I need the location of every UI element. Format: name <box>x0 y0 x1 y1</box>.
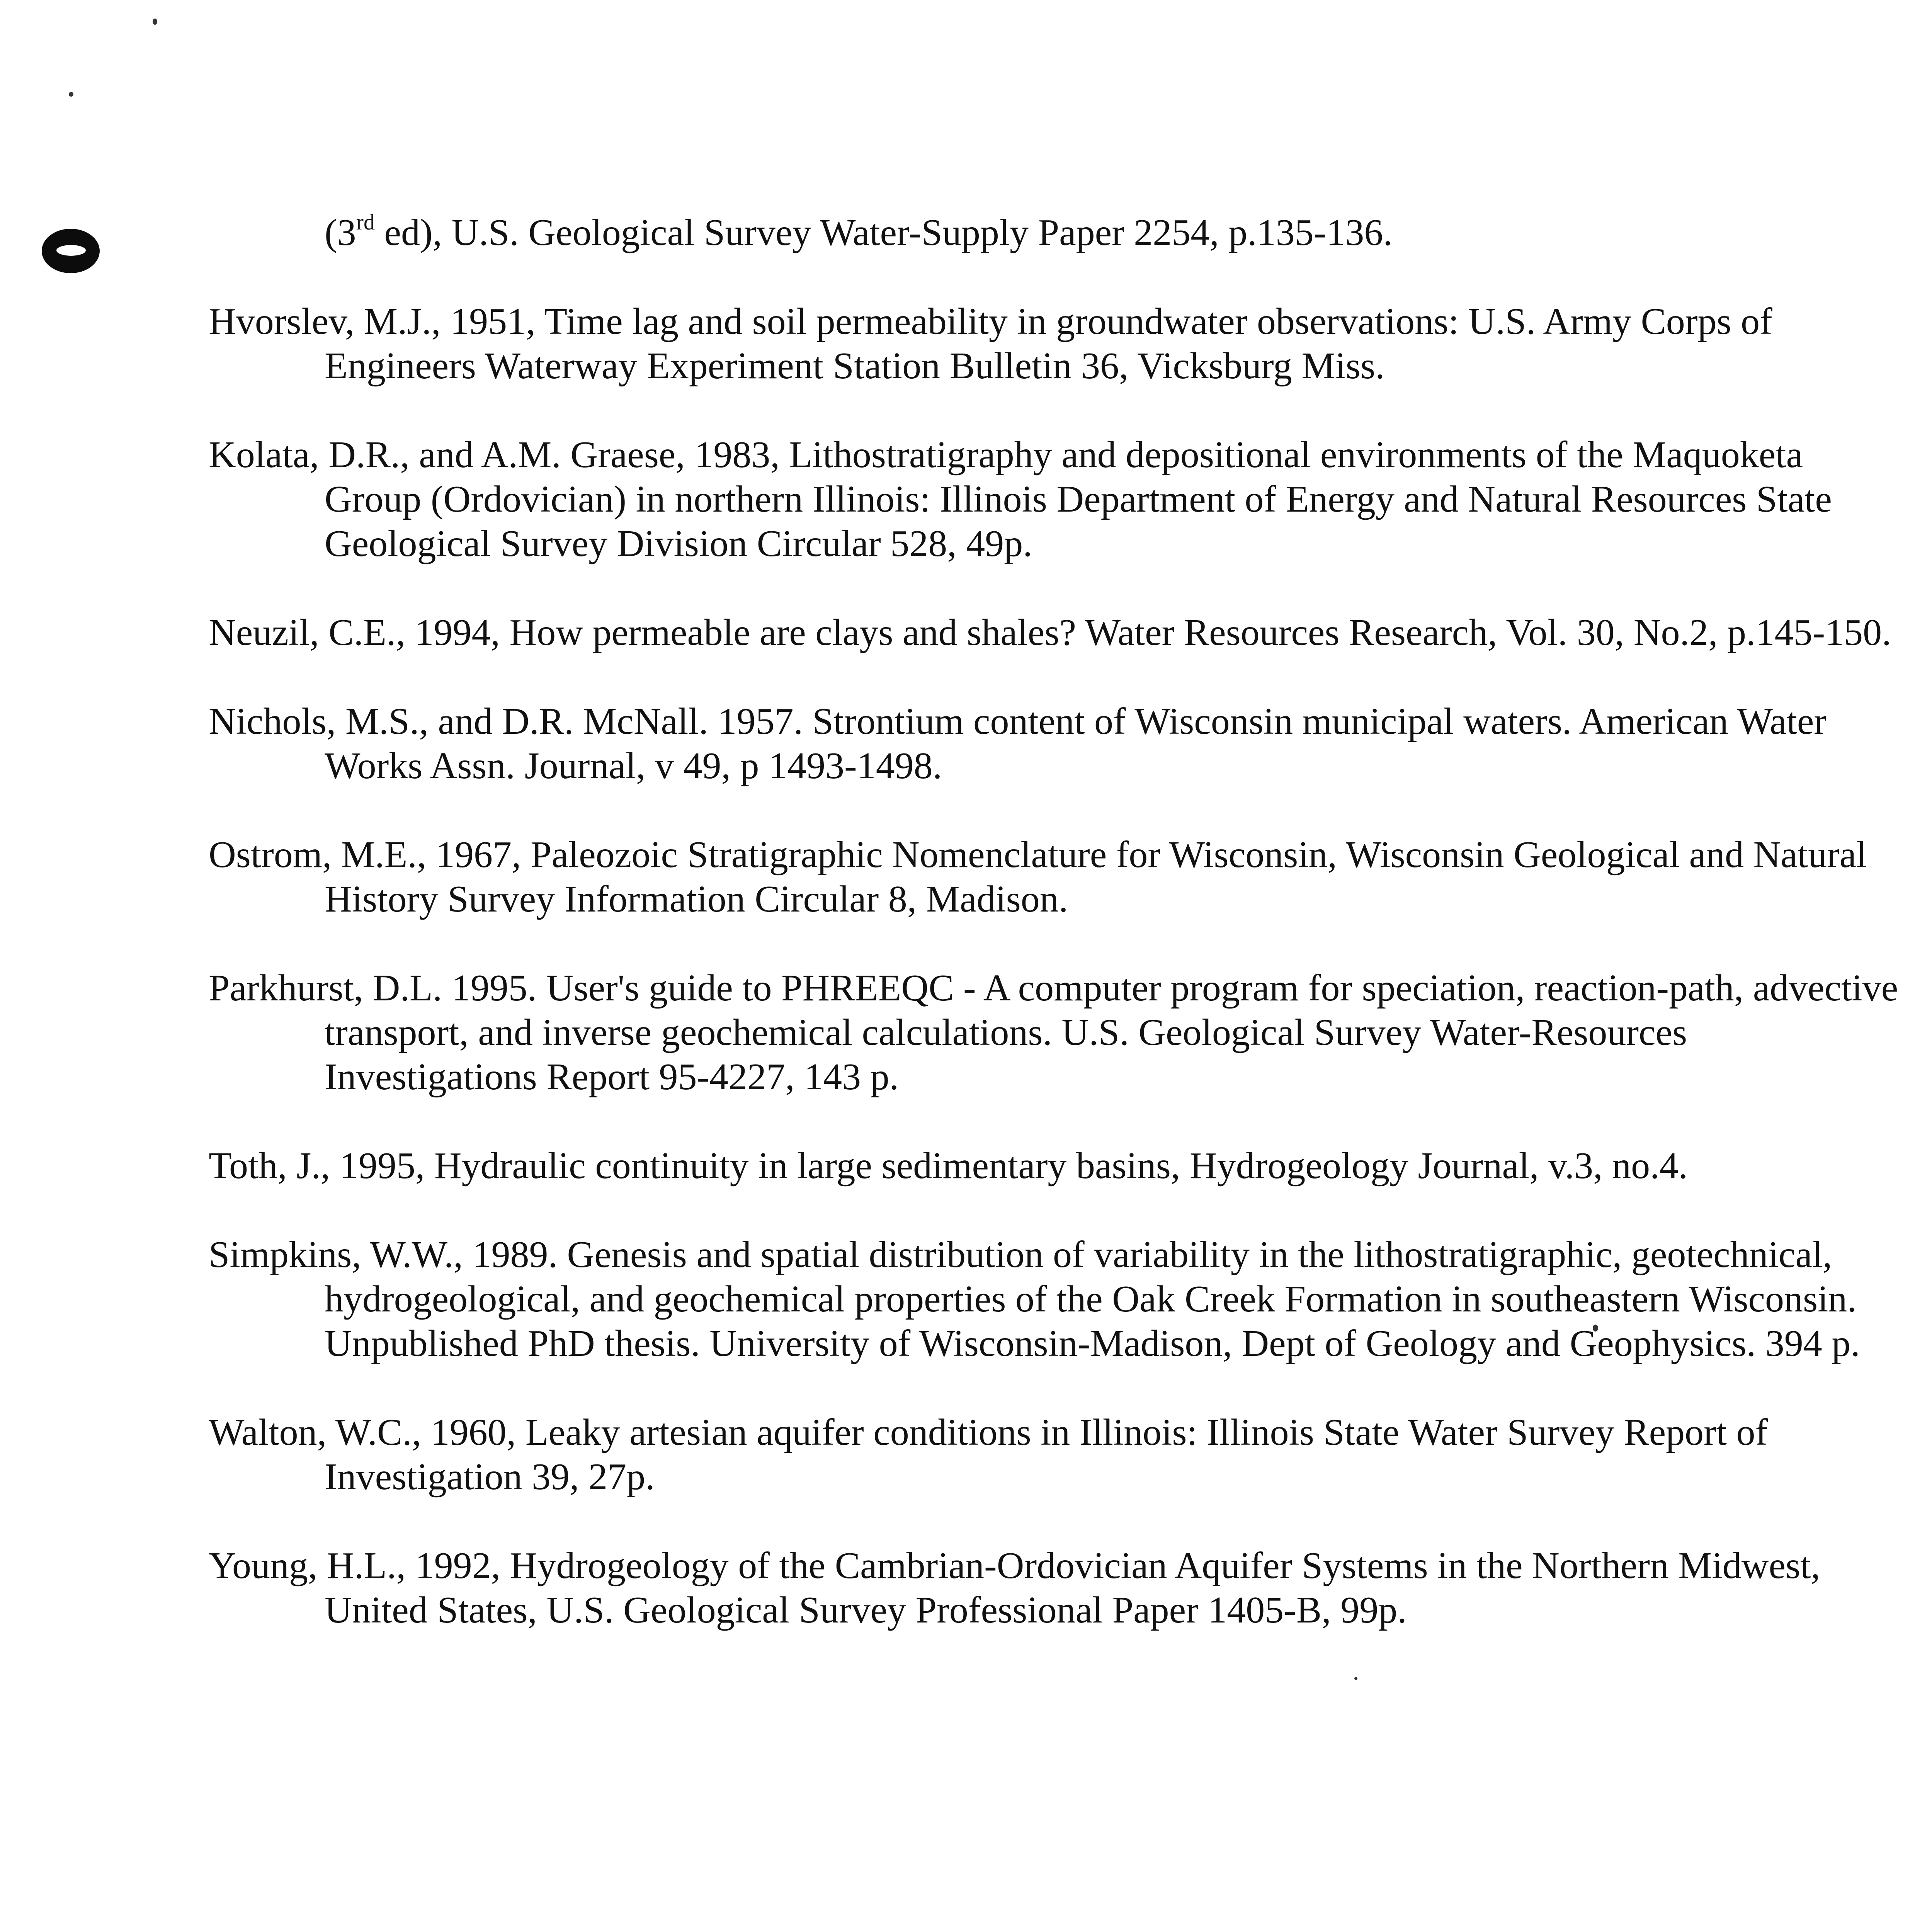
reference-entry: Ostrom, M.E., 1967, Paleozoic Stratigraphic Nomenclature for Wisconsin, Wisconsin Geological and Natural History Survey Information Circular 8, Madison. <box>209 834 1867 920</box>
reference-entry: Simpkins, W.W., 1989. Genesis and spatial distribution of variability in the lithostratigraphic, geotechnical, hydrogeological, and geochemical properties of the Oak Creek Formation in southeastern Wisconsin. Unpublished PhD thesis. University of Wisconsin-Madison, Dept of Geology and Geophysics. 394 p. <box>209 1234 1860 1364</box>
reference-entry: Nichols, M.S., and D.R. McNall. 1957. Strontium content of Wisconsin municipal waters. American Water Works Assn. Journal, v 49, p 1493-1498. <box>209 701 1827 787</box>
scan-speck <box>153 19 157 25</box>
reference-entry: Parkhurst, D.L. 1995. User's guide to PHREEQC - A computer program for speciation, reaction-path, advective transport, and inverse geochemical calculations. U.S. Geological Survey Water-Resources Investigations Report 95-4227, 143 p. <box>209 967 1898 1098</box>
reference-entry: Young, H.L., 1992, Hydrogeology of the Cambrian-Ordovician Aquifer Systems in the Northern Midwest, United States, U.S. Geological Survey Professional Paper 1405-B, 99p. <box>209 1545 1820 1631</box>
reference-entry: Toth, J., 1995, Hydraulic continuity in large sedimentary basins, Hydrogeology Journal, v.3, no.4. <box>209 1145 1688 1187</box>
continuation-prefix: (3 <box>325 212 356 253</box>
continuation-suffix: ed), U.S. Geological Survey Water-Supply Paper 2254, p.135-136. <box>374 212 1393 253</box>
reference-continuation <box>209 211 1909 255</box>
reference-list <box>209 211 1909 1677</box>
reference-entry: Hvorslev, M.J., 1951, Time lag and soil permeability in groundwater observations: U.S. Army Corps of Engineers Waterway Experiment Station Bulletin 36, Vicksburg Miss. <box>209 301 1772 387</box>
scan-speck <box>1354 1677 1357 1680</box>
reference-entry: Neuzil, C.E., 1994, How permeable are clays and shales? Water Resources Research, Vol. 30, No.2, p.145-150. <box>209 612 1891 653</box>
scan-speck <box>69 92 73 97</box>
punch-hole-top <box>42 229 100 273</box>
reference-entry: Kolata, D.R., and A.M. Graese, 1983, Lithostratigraphy and depositional environments of the Maquoketa Group (Ordovician) in northern Illinois: Illinois Department of Energy and Natural Resources State Geological Survey Division Circular 528, 49p. <box>209 434 1832 565</box>
continuation-superscript: rd <box>356 209 375 235</box>
reference-entry: Walton, W.C., 1960, Leaky artesian aquifer conditions in Illinois: Illinois State Water Survey Report of Investigation 39, 27p. <box>209 1412 1768 1498</box>
